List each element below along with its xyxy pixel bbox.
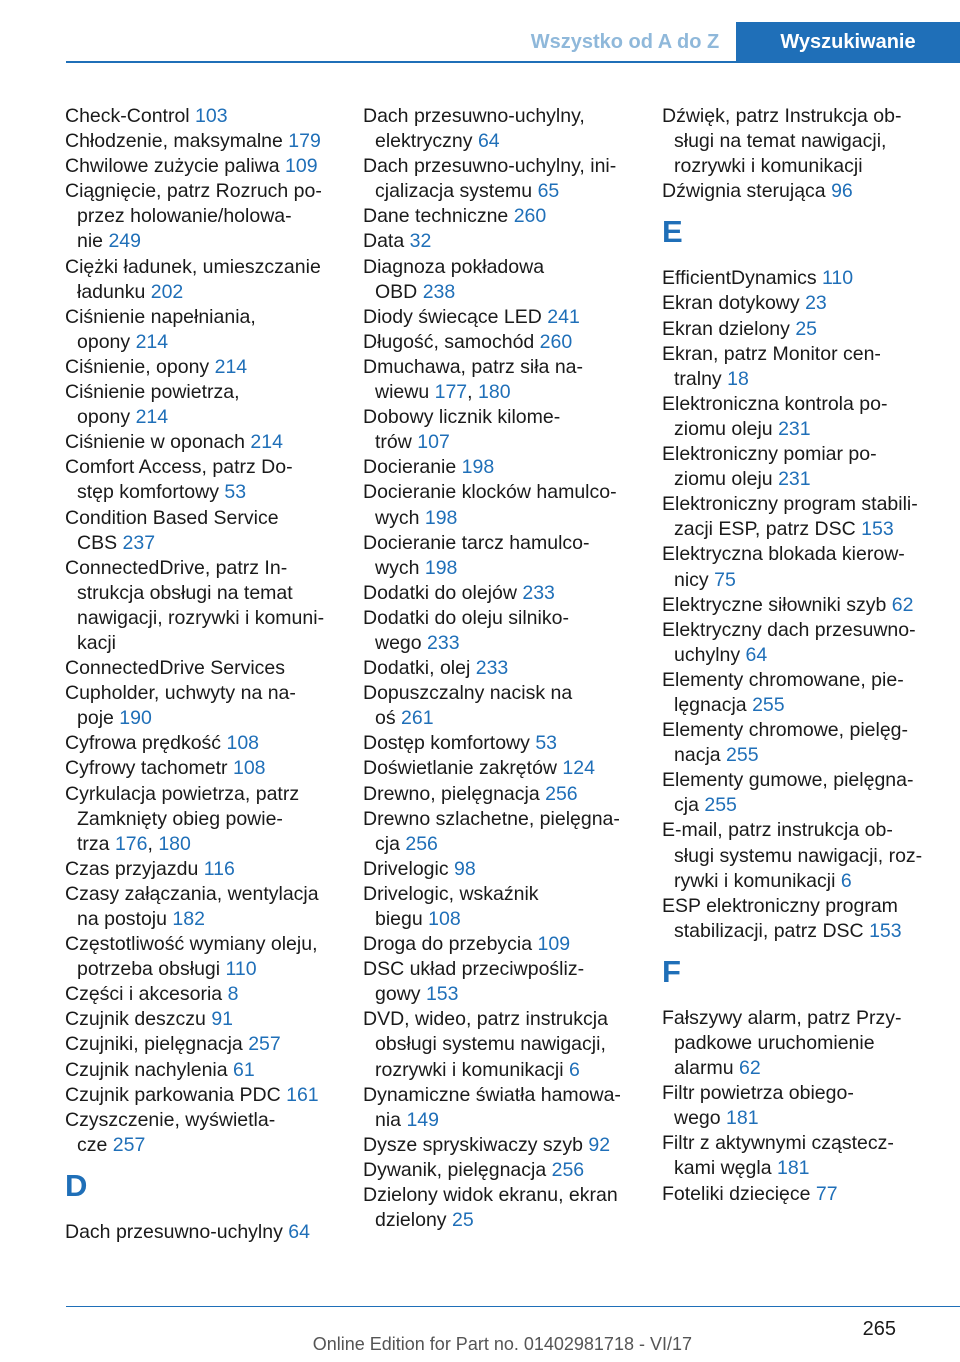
page-reference-link[interactable]: 53 [535, 732, 558, 755]
page-reference-link[interactable]: 109 [537, 933, 571, 956]
page-reference-link[interactable]: 233 [427, 631, 460, 654]
index-entry: Dywanik, pielęgnacja 256 [363, 1158, 585, 1181]
index-entry: ConnectedDrive Services [65, 657, 286, 680]
page-reference-link[interactable]: 161 [286, 1083, 319, 1106]
page-reference-link[interactable]: 231 [778, 468, 811, 491]
index-entry: Condition Based Service CBS 237 [65, 506, 279, 554]
index-entry: Cyrkulacja powietrza, patrz Zamknięty obieg powie- trza 176, 180 [65, 782, 300, 855]
index-entry: Częstotliwość wymiany oleju, potrzeba obsługi 110 [65, 933, 318, 981]
page-reference-link[interactable]: 181 [726, 1107, 759, 1130]
index-entry: Ekran, patrz Monitor cen- tralny 18 [662, 342, 881, 390]
index-entry: DSC układ przeciwpośliz- gowy 153 [363, 958, 585, 1006]
index-entry: Data 32 [363, 230, 432, 253]
page-reference-link[interactable]: 198 [424, 506, 458, 529]
index-entry: Drewno, pielęgnacja 256 [363, 782, 578, 805]
index-entry: Cyfrowy tachometr 108 [65, 757, 266, 780]
index-entry: Elektryczny dach przesuwno- uchylny 64 [662, 618, 916, 666]
page-reference-link[interactable]: 181 [776, 1157, 810, 1180]
index-entry: Ciężki ładunek, umieszczanie ładunku 202 [65, 255, 321, 303]
index-entry: Ciśnienie w oponach 214 [65, 431, 283, 454]
page-reference-link[interactable]: 124 [562, 757, 595, 780]
page-reference-link[interactable]: 108 [226, 732, 260, 755]
index-entry: Dopuszczalny nacisk na oś 261 [363, 682, 573, 730]
page-reference-link[interactable]: 255 [726, 744, 759, 767]
page-reference-link[interactable]: 96 [831, 180, 853, 203]
page-reference-link[interactable]: 214 [214, 355, 248, 378]
page-reference-link[interactable]: 214 [135, 406, 169, 429]
page-reference-link[interactable]: 18 [727, 367, 749, 390]
index-entry: Czas przyjazdu 116 [65, 857, 235, 880]
index-column-2 [363, 104, 648, 1233]
index-entry: Filtr z aktywnymi cząstecz- kami węgla 181 [662, 1132, 894, 1180]
index-entry: Filtr powietrza obiego- wego 181 [662, 1082, 854, 1130]
header-divider [66, 61, 960, 63]
index-entry: Ekran dzielony 25 [662, 317, 818, 340]
page-reference-link[interactable]: 92 [588, 1133, 611, 1156]
page-reference-link[interactable]: 255 [752, 693, 785, 716]
page-reference-link[interactable]: 256 [405, 832, 438, 855]
index-entry: Ciśnienie powietrza, opony 214 [65, 381, 240, 429]
index-entry: Dzielony widok ekranu, ekran dzielony 25 [363, 1184, 618, 1232]
index-entry: Chłodzenie, maksymalne 179 [65, 130, 321, 153]
index-entry: Diagnoza pokładowa OBD 238 [363, 255, 545, 303]
page-reference-link[interactable]: 214 [135, 330, 169, 353]
page-reference-link[interactable]: 23 [805, 292, 827, 315]
index-entry: Drivelogic, wskaźnik biegu 108 [363, 882, 539, 930]
index-entry: Czyszczenie, wyświetla- cze 257 [65, 1108, 276, 1156]
index-entry: ESP elektroniczny program stabilizacji, patrz DSC 153 [662, 894, 902, 942]
page-reference-link[interactable]: 177 [434, 381, 468, 404]
page-reference-link[interactable]: 256 [551, 1158, 585, 1181]
index-entry: Drewno szlachetne, pielęgna- cja 256 [363, 807, 620, 855]
index-entry: ConnectedDrive, patrz In- strukcja obsługi na temat nawigacji, rozrywki i komuni- kacji [65, 556, 325, 654]
index-entry: Dźwignia sterująca 96 [662, 180, 853, 203]
page-reference-link[interactable]: 179 [288, 130, 321, 153]
page-reference-link[interactable]: 6 [568, 1058, 580, 1081]
index-column-3 [662, 104, 947, 1207]
page-reference-link[interactable]: 257 [248, 1033, 281, 1056]
page-reference-link[interactable]: 62 [891, 593, 914, 616]
index-entry: Diody świecące LED 241 [363, 305, 580, 328]
index-entry: Dynamiczne światła hamowa- nia 149 [363, 1083, 621, 1131]
page-reference-link[interactable]: 180 [478, 381, 511, 404]
index-entry: Czujniki, pielęgnacja 257 [65, 1033, 281, 1056]
index-entry: Dach przesuwno-uchylny, elektryczny 64 [363, 105, 585, 153]
index-entry: Elektroniczna kontrola po- ziomu oleju 231 [662, 392, 888, 440]
index-entry: Check-Control 103 [65, 105, 228, 127]
page-reference-link[interactable]: 91 [211, 1008, 234, 1031]
index-entry: Elektryczna blokada kierow- nicy 75 [662, 543, 905, 591]
page-reference-link[interactable]: 153 [869, 919, 902, 942]
index-entry: Czujnik parkowania PDC 161 [65, 1083, 319, 1106]
page-reference-link[interactable]: 108 [232, 757, 266, 780]
index-entry: Comfort Access, patrz Do- stęp komfortowy 53 [65, 456, 293, 504]
index-entry: Ciśnienie, opony 214 [65, 355, 248, 378]
page-reference-link[interactable]: 233 [475, 657, 509, 680]
page-reference-link[interactable]: 32 [409, 230, 432, 253]
index-entry: Czasy załączania, wentylacja na postoju 182 [65, 882, 319, 930]
index-entry: Dysze spryskiwaczy szyb 92 [363, 1133, 611, 1156]
page-reference-link[interactable]: 238 [422, 280, 456, 303]
index-entry: Elementy chromowe, pielęg- nacja 255 [662, 719, 909, 767]
page-header [0, 0, 960, 62]
page-reference-link[interactable]: 256 [545, 782, 578, 805]
index-entry: Elementy gumowe, pielęgna- cja 255 [662, 769, 914, 817]
page-reference-link[interactable]: 190 [119, 707, 152, 730]
index-entry: Czujnik deszczu 91 [65, 1008, 234, 1031]
page-reference-link[interactable]: 260 [539, 330, 573, 353]
page-reference-link[interactable]: 182 [172, 908, 205, 930]
index-entry: Docieranie klocków hamulco- wych 198 [363, 481, 617, 529]
page-number: 265 [862, 1318, 896, 1340]
index-entry: Dobowy licznik kilome- trów 107 [363, 406, 561, 454]
page-reference-link[interactable]: 53 [224, 481, 247, 504]
index-entry: Cyfrowa prędkość 108 [65, 732, 260, 755]
page-reference-link[interactable]: 108 [428, 908, 461, 930]
page-reference-link[interactable]: 237 [122, 531, 156, 554]
index-entry: Dźwięk, patrz Instrukcja ob- sługi na temat nawigacji, rozrywki i komunikacji [662, 105, 902, 178]
index-entry: Docieranie tarcz hamulco- wych 198 [363, 531, 590, 579]
index-entry: Foteliki dziecięce 77 [662, 1182, 838, 1205]
page-reference-link[interactable]: 180 [158, 832, 191, 855]
index-entry: Dodatki do olejów 233 [363, 581, 555, 604]
page-reference-link[interactable]: 198 [461, 456, 495, 479]
index-entry: Dodatki do oleju silniko- wego 233 [363, 606, 569, 654]
page-reference-link[interactable]: 202 [150, 280, 184, 303]
index-entry: Dodatki, olej 233 [363, 657, 509, 680]
edition-note: Online Edition for Part no. 01402981718 - VI/17 [312, 1334, 692, 1354]
page-reference-link[interactable]: 98 [454, 857, 476, 880]
index-entry: Ekran dotykowy 23 [662, 292, 827, 315]
page-reference-link[interactable]: 64 [288, 1220, 310, 1243]
page-reference-link[interactable]: 233 [522, 581, 555, 604]
index-entry: Dane techniczne 260 [363, 205, 547, 228]
index-entry: E-mail, patrz instrukcja ob- sługi systemu nawigacji, roz- rywki i komunikacji 6 [662, 819, 923, 892]
page-reference-link[interactable]: 149 [406, 1108, 439, 1131]
page-reference-link[interactable]: 109 [285, 155, 318, 178]
section-letter: D [65, 1167, 88, 1203]
footer-divider [66, 1306, 960, 1307]
page-reference-link[interactable]: 214 [250, 431, 283, 454]
page-reference-link[interactable]: 103 [195, 105, 228, 127]
page-reference-link[interactable]: 241 [547, 305, 580, 328]
index-entry: Dmuchawa, patrz siła na- wiewu 177, 180 [363, 355, 584, 404]
index-entry: Drivelogic 98 [363, 857, 476, 880]
index-entry: Droga do przebycia 109 [363, 933, 571, 956]
index-entry: Elektroniczny program stabili- zacji ESP, patrz DSC 153 [662, 493, 918, 541]
page-reference-link[interactable]: 64 [745, 643, 768, 666]
tab-a-to-z[interactable]: Wszystko od A do Z [530, 31, 720, 53]
page-reference-link[interactable]: 6 [840, 869, 852, 892]
page-reference-link[interactable]: 260 [513, 205, 547, 228]
page-reference-link[interactable]: 176 [114, 832, 148, 855]
tab-search[interactable]: Wyszukiwanie [736, 22, 960, 62]
index-entry: DVD, wideo, patrz instrukcja obsługi systemu nawigacji, rozrywki i komunikacji 6 [363, 1008, 608, 1081]
index-entry: Ciągnięcie, patrz Rozruch po- przez holowanie/holowa- nie 249 [65, 180, 322, 253]
index-entry: Elektroniczny pomiar po- ziomu oleju 231 [662, 443, 877, 491]
page-reference-link[interactable]: 62 [739, 1057, 761, 1080]
page-reference-link[interactable]: 110 [822, 267, 854, 290]
index-entry: Chwilowe zużycie paliwa 109 [65, 155, 318, 178]
page-reference-link[interactable]: 255 [704, 794, 737, 817]
page-reference-link[interactable]: 61 [233, 1058, 255, 1081]
page-reference-link[interactable]: 231 [778, 417, 811, 440]
index-entry: Długość, samochód 260 [363, 330, 573, 353]
index-entry: Doświetlanie zakrętów 124 [363, 757, 595, 780]
section-letter: E [662, 214, 683, 250]
page-reference-link[interactable]: 107 [417, 431, 450, 454]
index-entry: Elementy chromowane, pie- lęgnacja 255 [662, 668, 904, 716]
index-entry: Czujnik nachylenia 61 [65, 1058, 255, 1081]
page-reference-link[interactable]: 153 [861, 518, 894, 541]
index-entry: Ciśnienie napełniania, opony 214 [65, 305, 256, 353]
page-reference-link[interactable]: 198 [424, 556, 458, 579]
page-reference-link[interactable]: 8 [227, 983, 239, 1006]
page-reference-link[interactable]: 110 [225, 958, 257, 981]
index-entry: Fałszywy alarm, patrz Przy- padkowe uruchomienie alarmu 62 [662, 1006, 902, 1080]
index-entry: Cupholder, uchwyty na na- poje 190 [65, 682, 296, 730]
page-reference-link[interactable]: 75 [714, 568, 736, 591]
page-reference-link[interactable]: 249 [108, 230, 141, 253]
section-letter: F [662, 953, 681, 989]
index-entry: Docieranie 198 [363, 456, 495, 479]
index-entry: Elektryczne siłowniki szyb 62 [662, 593, 914, 616]
index-entry: Części i akcesoria 8 [65, 983, 239, 1006]
page-reference-link[interactable]: 261 [401, 707, 434, 730]
index-entry: Dach przesuwno-uchylny 64 [65, 1220, 310, 1243]
index-entry: EfficientDynamics 110 [662, 267, 854, 290]
page-reference-link[interactable]: 64 [477, 130, 500, 153]
page-reference-link[interactable]: 25 [795, 317, 818, 340]
index-column-1 [65, 104, 350, 1245]
page-reference-link[interactable]: 257 [112, 1133, 146, 1156]
page-reference-link[interactable]: 153 [425, 983, 459, 1006]
page-reference-link[interactable]: 77 [815, 1182, 838, 1205]
index-entry: Dostęp komfortowy 53 [363, 732, 558, 755]
page-reference-link[interactable]: 25 [451, 1209, 474, 1232]
page-reference-link[interactable]: 116 [203, 857, 235, 880]
page-reference-link[interactable]: 65 [537, 180, 560, 203]
index-entry: Dach przesuwno-uchylny, ini- cjalizacja systemu 65 [363, 155, 617, 203]
